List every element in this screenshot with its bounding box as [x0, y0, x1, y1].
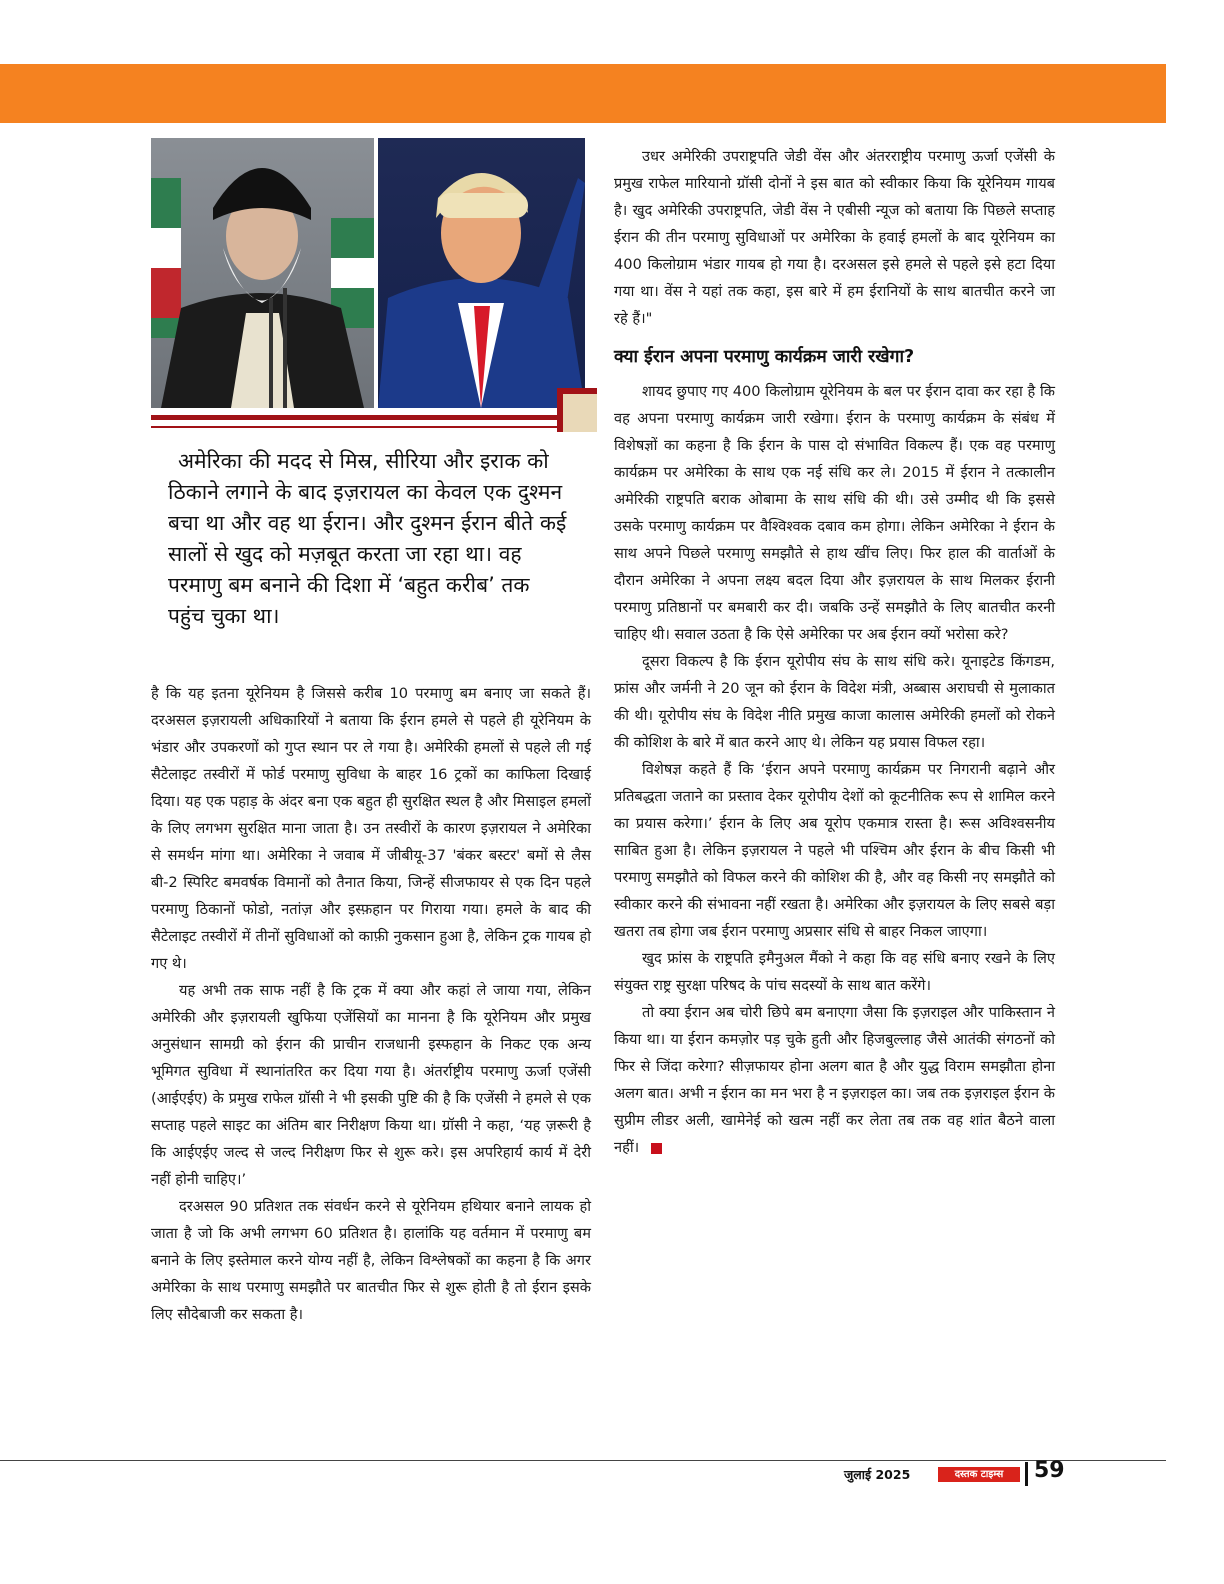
portrait-illustration-right	[378, 138, 585, 408]
article-photo	[151, 138, 585, 408]
left-paragraph-1: है कि यह इतना यूरेनियम है जिससे करीब 10 परमाणु बम बनाए जा सकते हैं। दरअसल इज़रायली अधिकारियों ने बताया कि ईरान हमले से पहले ही यूरेनियम के भंडार और उपकरणों को गुप्त स्थान पर ले गया है। अमेरिकी हमलों से पहले ली गई सैटेलाइट तस्वीरों में फोर्ड परमाणु सुविधा के बाहर 16 ट्रकों का काफिला दिखाई दिया। यह एक पहाड़ के अंदर बना एक बहुत ही सुरक्षित स्थल है और मिसाइल हमलों के लिए लगभग सुरक्षित माना जाता है। उन तस्वीरों के कारण इज़रायल ने अमेरिका से समर्थन मांगा था। अमेरिका ने जवाब में जीबीयू-37 'बंकर बस्टर' बमों से लैस बी-2 स्पिरिट बमवर्षक विमानों को तैनात किया, जिन्हें सीजफायर से एक दिन पहले परमाणु ठिकानों फोडो, नतांज़ और इस्फ़हान पर गिराया गया। हमले के बाद की सैटेलाइट तस्वीरों में तीनों सुविधाओं को काफ़ी नुकसान हुआ है, लेकिन ट्रक गायब हो गए थे।	[151, 685, 591, 972]
right-paragraph-5-text: तो क्या ईरान अब चोरी छिपे बम बनाएगा जैसा कि इज़राइल और पाकिस्तान ने किया था। या ईरान कमज़ोर पड़ चुके हुती और हिजबुल्लाह जैसे आतंकी संगठनों को फिर से जिंदा करेगा? सीज़फायर होना अलग बात है और युद्ध विराम समझौता होना अलग बात। अभी न ईरान का मन भरा है न इज़राइल का। जब तक इज़राइल ईरान के सुप्रीम लीडर अली, खामेनेई को खत्म नहीं कर लेता तब तक वह शांत बैठने वाला नहीं।	[614, 1004, 1055, 1156]
footer-date: जुलाई 2025	[844, 1467, 911, 1482]
right-paragraph-4: खुद फ्रांस के राष्ट्रपति इमैनुअल मैंको ने कहा कि वह संधि बनाए रखने के लिए संयुक्त राष्ट्र सुरक्षा परिषद के पांच सदस्यों के साथ बात करेंगे।	[614, 950, 1055, 994]
photo-left-portrait	[151, 138, 374, 408]
footer-rule	[0, 1460, 1166, 1461]
right-column	[614, 143, 1055, 1161]
photo-right-portrait	[378, 138, 585, 408]
photo-rule-thin	[151, 426, 563, 428]
photo-corner-accent	[557, 388, 597, 432]
footer-brand-logo: दस्तक टाइम्स	[938, 1467, 1020, 1482]
left-paragraph-2: यह अभी तक साफ नहीं है कि ट्रक में क्या और कहां ले जाया गया, लेकिन अमेरिकी और इज़रायली खुफिया एजेंसियों का मानना है कि यूरेनियम और प्रमुख अनुसंधान सामग्री को ईरान की प्राचीन राजधानी इस्फहान के निकट एक अन्य भूमिगत सुविधा में स्थानांतरित कर दिया गया है। अंतर्राष्ट्रीय परमाणु ऊर्जा एजेंसी (आईएईए) के प्रमुख राफेल ग्रॉसी ने भी इसकी पुष्टि की है कि एजेंसी ने हमले से एक सप्ताह पहले साइट का अंतिम बार निरीक्षण किया था। ग्रॉसी ने कहा, ‘यह ज़रूरी है कि आईएईए जल्द से जल्द निरीक्षण फिर से शुरू करे। इस अपरिहार्य कार्य में देरी नहीं होनी चाहिए।’	[151, 982, 591, 1188]
right-paragraph-2: दूसरा विकल्प है कि ईरान यूरोपीय संघ के साथ संधि करे। यूनाइटेड किंगडम, फ्रांस और जर्मनी ने 20 जून को ईरान के विदेश मंत्री, अब्बास अराघची से मुलाकात की थी। यूरोपीय संघ के विदेश नीति प्रमुख काजा कालास अमेरिकी हमलों को रोकने की कोशिश के बारे में बात करने आए थे। लेकिन यह प्रयास विफल रहा।	[614, 653, 1055, 751]
right-paragraph-5	[614, 999, 1055, 1161]
top-color-band	[0, 64, 1166, 123]
end-mark-icon	[651, 1143, 662, 1154]
right-paragraph-3: विशेषज्ञ कहते हैं कि ‘ईरान अपने परमाणु कार्यक्रम पर निगरानी बढ़ाने और प्रतिबद्धता जताने का प्रस्ताव देकर यूरोपीय देशों को कूटनीतिक रूप से शामिल करने का प्रयास करेगा।’ ईरान के लिए अब यूरोप एकमात्र रास्ता है। रूस अविश्वसनीय साबित हुआ है। लेकिन इज़रायल ने पहले भी पश्चिम और ईरान के बीच किसी भी परमाणु समझौते को विफल करने की कोशिश की है, और वह किसी नए समझौते को स्वीकार करने की संभावना नहीं रखता है। अमेरिका और इज़रायल के लिए सबसे बड़ा खतरा तब होगा जब ईरान परमाणु अप्रसार संधि से बाहर निकल जाएगा।	[614, 761, 1055, 940]
photo-rule-thick	[151, 415, 563, 420]
section-heading: क्या ईरान अपना परमाणु कार्यक्रम जारी रखेगा?	[614, 347, 915, 367]
pull-quote-text: अमेरिका की मदद से मिस्र, सीरिया और इराक को ठिकाने लगाने के बाद इज़रायल का केवल एक दुश्मन बचा था और वह था ईरान। और दुश्मन ईरान बीते कई सालों से खुद को मज़बूत करता जा रहा था। वह परमाणु बम बनाने की दिशा में ‘बहुत करीब’ तक पहुंच चुका था।	[168, 449, 567, 628]
portrait-illustration-left	[151, 138, 374, 408]
footer-separator	[1025, 1462, 1028, 1486]
left-column	[151, 680, 591, 1328]
right-paragraph-1: शायद छुपाए गए 400 किलोग्राम यूरेनियम के बल पर ईरान दावा कर रहा है कि वह अपना परमाणु कार्यक्रम जारी रखेगा। ईरान के परमाणु कार्यक्रम के संबंध में विशेषज्ञों का कहना है कि ईरान के पास दो संभावित विकल्प हैं। एक वह परमाणु कार्यक्रम पर अमेरिका के साथ एक नई संधि कर ले। 2015 में ईरान ने तत्कालीन अमेरिकी राष्ट्रपति बराक ओबामा के साथ संधि की थी। उसे उम्मीद थी कि इससे उसके परमाणु कार्यक्रम पर वैश्विश्वक दबाव कम होगा। लेकिन अमेरिका ने ईरान के साथ अपने पिछले परमाणु समझौते से हाथ खींच लिए। फिर हाल की वार्ताओं के दौरान अमेरिका ने अपना लक्ष्य बदल दिया और इज़रायल के साथ मिलकर ईरानी परमाणु प्रतिष्ठानों पर बमबारी कर दी। जबकि उन्हें समझौते के लिए बातचीत करनी चाहिए थी। सवाल उठता है कि ऐसे अमेरिका पर अब ईरान क्यों भरोसा करे?	[614, 383, 1055, 643]
pull-quote	[168, 446, 568, 632]
right-intro-paragraph: उधर अमेरिकी उपराष्ट्रपति जेडी वेंस और अंतरराष्ट्रीय परमाणु ऊर्जा एजेंसी के प्रमुख राफेल मारियानो ग्रॉसी दोनों ने इस बात को स्वीकार किया कि यूरेनियम गायब है। खुद अमेरिकी उपराष्ट्रपति, जेडी वेंस ने एबीसी न्यूज को बताया कि पिछले सप्ताह ईरान की तीन परमाणु सुविधाओं पर अमेरिका के हवाई हमलों के बाद यूरेनियम का 400 किलोग्राम भंडार गायब हो गया है। दरअसल इसे हमले से पहले इसे हटा दिया गया था। वेंस ने यहां तक कहा, इस बारे में हम ईरानियों के साथ बातचीत करने जा रहे हैं।"	[614, 148, 1055, 327]
left-paragraph-3: दरअसल 90 प्रतिशत तक संवर्धन करने से यूरेनियम हथियार बनाने लायक हो जाता है जो कि अभी लगभग 60 प्रतिशत है। हालांकि यह वर्तमान में परमाणु बम बनाने के लिए इस्तेमाल करने योग्य नहीं है, लेकिन विश्लेषकों का कहना है कि अगर अमेरिका के साथ परमाणु समझौते पर बातचीत फिर से शुरू होती है तो ईरान इसके लिए सौदेबाजी कर सकता है।	[151, 1198, 591, 1323]
page-number: 59	[1034, 1458, 1065, 1483]
